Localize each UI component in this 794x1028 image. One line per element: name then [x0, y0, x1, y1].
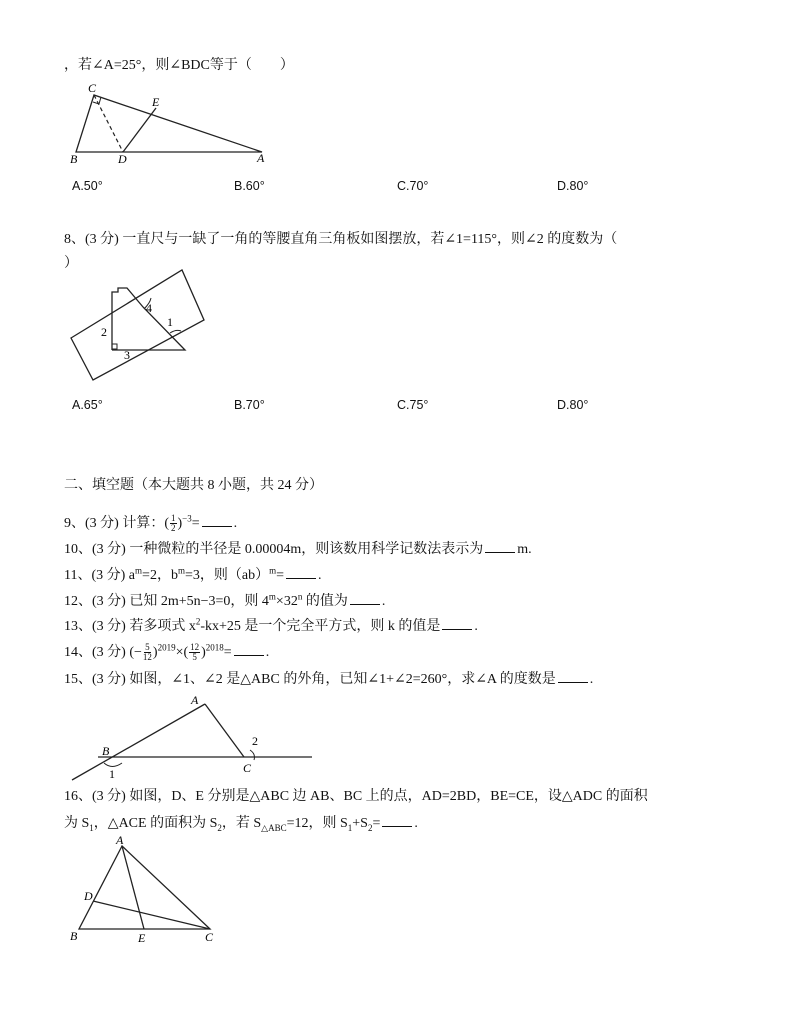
q7-option-d[interactable]: D.80° [557, 179, 589, 193]
q11: 11、(3 分) $a^m=2$，$b^m=3$，则（ab）$^m$= . [64, 565, 322, 583]
q15: 15、(3 分) 如图，∠1、∠2 是△ABC 的外角，已知∠1+∠2=260°，求∠A 的度数是 . [64, 672, 594, 687]
q16-line2: 为 $S_1$，△ACE 的面积为 $S_2$，若 $S_{\triangle ABC}=12$，则 $S_1+S_2=$ . [64, 816, 418, 833]
q9-fraction: $\frac{1}{2}$ [171, 513, 176, 534]
q15-angle-2: 2 [252, 734, 258, 748]
q14-fraction-2: $\frac{12}{5}$ [190, 642, 200, 663]
q16-label-b: B [70, 929, 78, 943]
q7-label-e: E [152, 95, 160, 109]
q14: 14、(3 分) (− $\frac{5}{12}$ )$^{2019}$×( $\frac{12}{5}$ )$^{2018}$= . [64, 642, 270, 663]
q16-label-a: A [116, 833, 124, 847]
q15-label-c: C [243, 761, 252, 775]
q7-label-a: A [257, 151, 265, 165]
q7-label-c: C [88, 81, 97, 95]
q14-fraction-1: $\frac{5}{12}$ [142, 642, 152, 663]
q16-label-d: D [84, 889, 93, 903]
q12: 12、(3 分) 已知 2m+5n−3=0，则 $4^m\times 32^n$ 的值为 . [64, 591, 386, 609]
q15-angle-1: 1 [109, 767, 115, 781]
q15-label-b: B [102, 744, 110, 758]
q7-label-b: B [70, 152, 78, 166]
q8-option-d[interactable]: D.80° [557, 398, 589, 412]
q8-angle-3: 3 [124, 348, 130, 362]
q7-stem: ，若∠A=25°，则∠BDC等于（ ） [64, 58, 294, 73]
q8-angle-2: 2 [101, 325, 107, 339]
q8-stem: 8、(3 分) 一直尺与一缺了一角的等腰直角三角板如图摆放，若∠1=115°，则∠2 的度数为（ [64, 232, 618, 247]
q13: 13、(3 分) 若多项式 $x^2-kx+25$ 是一个完全平方式，则 k 的值是 . [64, 616, 478, 634]
q7-label-d: D [118, 152, 127, 166]
q16-line1: 16、(3 分) 如图，D、E 分别是△ABC 边 AB、BC 上的点，AD=2BD，BE=CE，设△ADC 的面积 [64, 789, 648, 804]
q8-option-b[interactable]: B.70° [234, 398, 265, 412]
q7-option-c[interactable]: C.70° [397, 179, 429, 193]
q16-label-e: E [138, 931, 146, 945]
section-title: 二、填空题（本大题共 8 小题，共 24 分） [64, 478, 323, 493]
q8-angle-1: 1 [167, 315, 173, 329]
q9-pre: 9、(3 分) 计算：( [64, 516, 169, 531]
q15-label-a: A [191, 693, 199, 707]
q7-option-b[interactable]: B.60° [234, 179, 265, 193]
q8-option-c[interactable]: C.75° [397, 398, 429, 412]
q16-label-c: C [205, 930, 214, 944]
q9: 9、(3 分) 计算：( $\frac{1}{2}$ )$^{-3}$= . [64, 513, 238, 534]
q10: 10、(3 分) 一种微粒的半径是 0.00004m，则该数用科学记数法表示为 m. [64, 542, 532, 557]
q8-option-a[interactable]: A.65° [72, 398, 103, 412]
q7-option-a[interactable]: A.50° [72, 179, 103, 193]
q8-stem-cont: ） [64, 256, 78, 271]
q8-angle-4: 4 [146, 301, 152, 315]
